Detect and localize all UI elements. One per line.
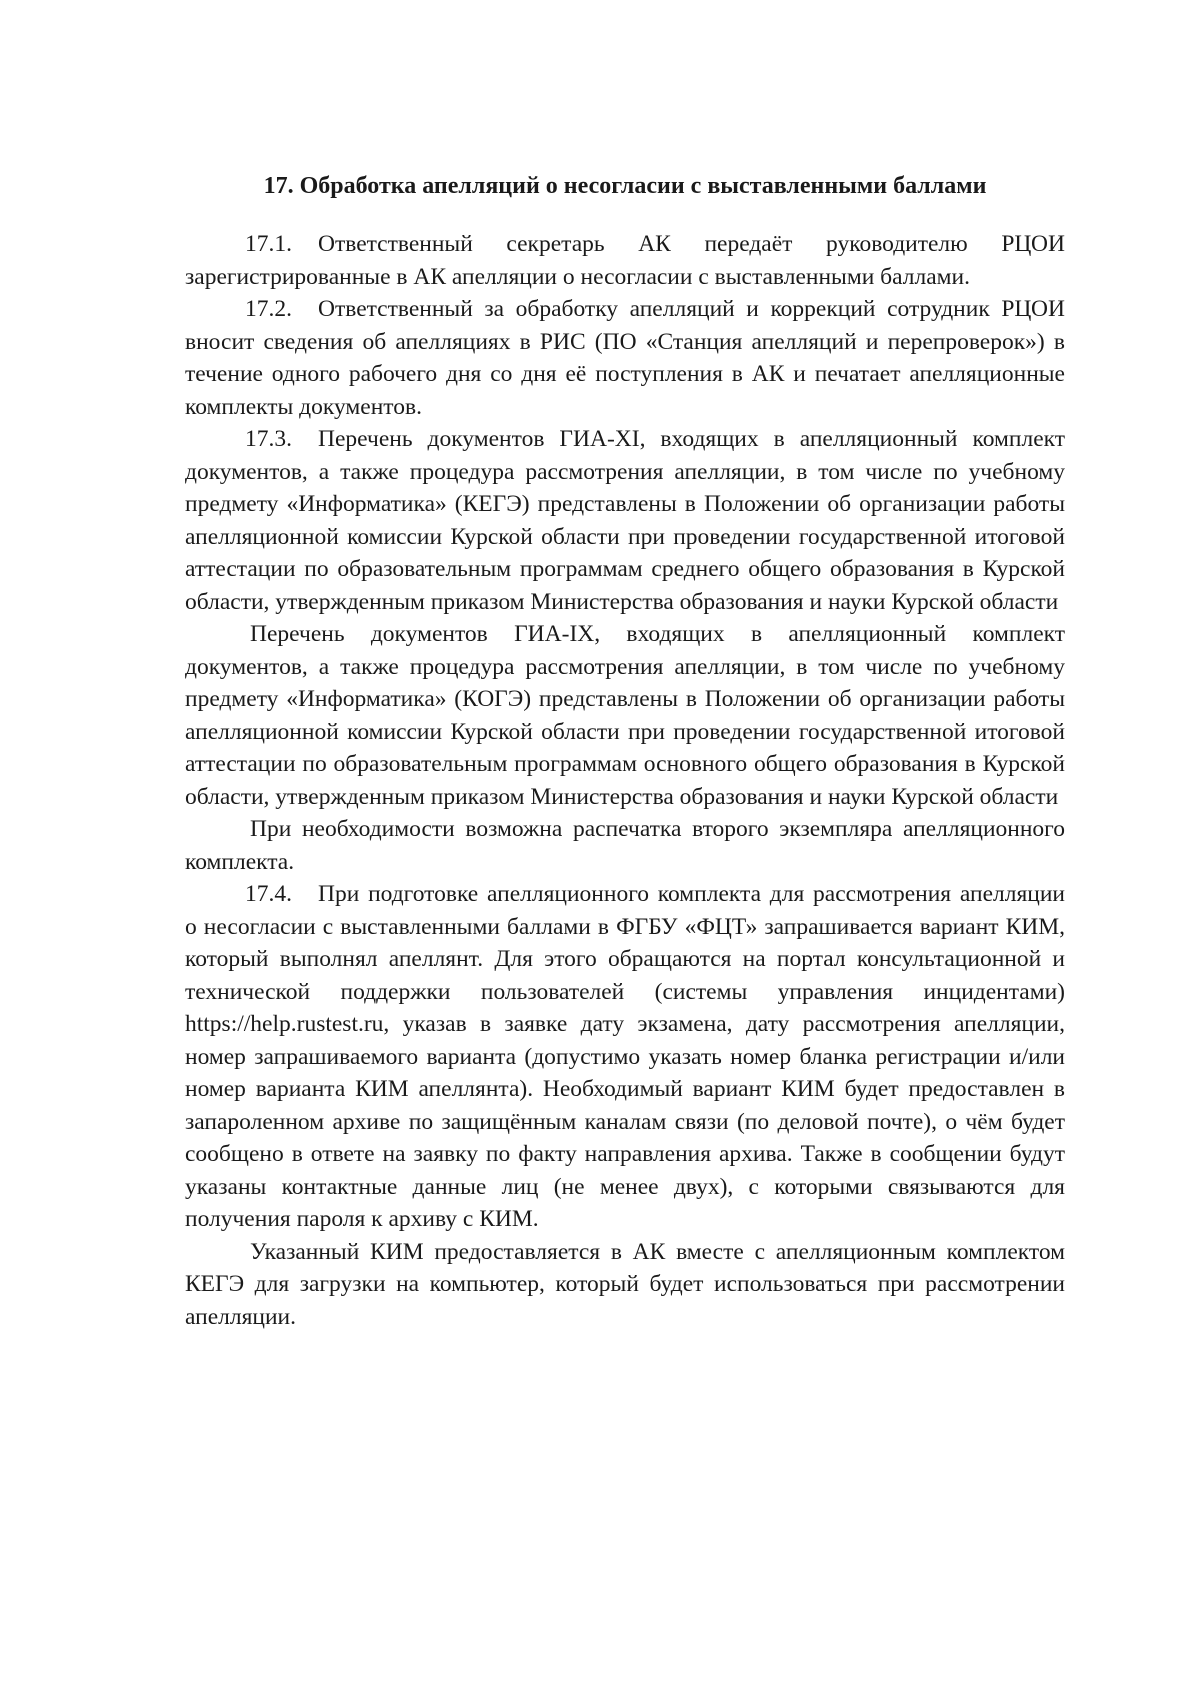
document-page <box>185 170 1065 1333</box>
paragraph-number: 17.4. <box>245 881 292 907</box>
paragraph-number: 17.1. <box>245 231 292 257</box>
paragraph-17-1 <box>185 228 1065 293</box>
paragraph-gia-ix <box>185 618 1065 813</box>
paragraph-text: При подготовке апелляционного комплекта для рассмотрения апелляции о несогласии с выставленными баллами в ФГБУ «ФЦТ» запрашивается вариант КИМ, который выполнял апеллянт. Для этого обращаются на портал консультационной и технической поддержки пользователей (системы управления инцидентами) https://help.rustest.ru, указав в заявке дату экзамена, дату рассмотрения апелляции, номер запрашиваемого варианта (допустимо указать номер бланка регистрации и/или номер варианта КИМ апеллянта). Необходимый вариант КИМ будет предоставлен в запароленном архиве по защищённым каналам связи (по деловой почте), о чём будет сообщено в ответе на заявку по факту направления архива. Также в сообщении будут указаны контактные данные лиц (не менее двух), с которыми связываются для получения пароля к архиву с КИМ. <box>185 881 1065 1232</box>
paragraph-text: При необходимости возможна распечатка второго экземпляра апелляционного комплекта. <box>185 816 1065 875</box>
paragraph-number: 17.3. <box>245 426 292 452</box>
paragraph-number: 17.2. <box>245 296 292 322</box>
paragraph-17-2 <box>185 293 1065 423</box>
paragraph-second-copy <box>185 813 1065 878</box>
paragraph-text: Ответственный за обработку апелляций и коррекций сотрудник РЦОИ вносит сведения об апелляциях в РИС (ПО «Станция апелляций и перепроверок») в течение одного рабочего дня со дня её поступления в АК и печатает апелляционные комплекты документов. <box>185 296 1065 420</box>
paragraph-text: Перечень документов ГИА-XI, входящих в апелляционный комплект документов, а также процедура рассмотрения апелляции, в том числе по учебному предмету «Информатика» (КЕГЭ) представлены в Положении об организации работы апелляционной комиссии Курской области при проведении государственной итоговой аттестации по образовательным программам среднего общего образования в Курской области, утвержденным приказом Министерства образования и науки Курской области <box>185 426 1065 615</box>
paragraph-text: Перечень документов ГИА-IX, входящих в апелляционный комплект документов, а также процедура рассмотрения апелляции, в том числе по учебному предмету «Информатика» (КОГЭ) представлены в Положении об организации работы апелляционной комиссии Курской области при проведении государственной итоговой аттестации по образовательным программам основного общего образования в Курской области, утвержденным приказом Министерства образования и науки Курской области <box>185 621 1065 810</box>
paragraph-text: Указанный КИМ предоставляется в АК вместе с апелляционным комплектом КЕГЭ для загрузки на компьютер, который будет использоваться при рассмотрении апелляции. <box>185 1238 1065 1330</box>
paragraph-17-4 <box>185 878 1065 1236</box>
paragraph-kim-provided <box>185 1236 1065 1334</box>
paragraph-17-3 <box>185 423 1065 618</box>
section-title: 17. Обработка апелляций о несогласии с выставленными баллами <box>263 173 987 199</box>
paragraph-text: Ответственный секретарь АК передаёт руководителю РЦОИ зарегистрированные в АК апелляции о несогласии с выставленными баллами. <box>185 231 1065 290</box>
